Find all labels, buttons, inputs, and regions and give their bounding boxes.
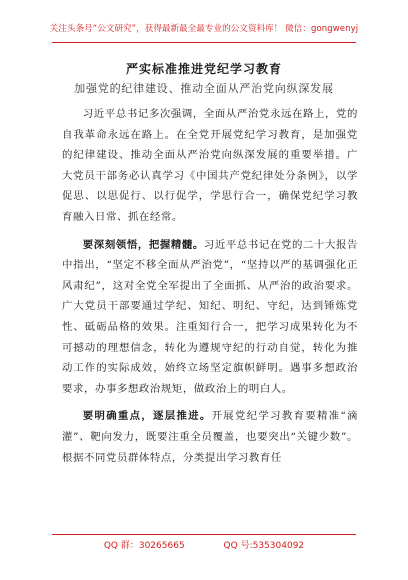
document-subtitle: 加强党的纪律建设、推动全面从严治党向纵深发展 bbox=[74, 82, 334, 95]
header-promo-text: 关注头条号“公文研究”，获得最新最全最专业的公文资料库！ 微信：gongwenyj bbox=[49, 24, 359, 34]
paragraph-2 bbox=[62, 235, 358, 400]
paragraph-1-text: 习近平总书记多次强调，全面从严治党永远在路上，党的自我革命永远在路上。在全党开展党纪学习教育，是加强党的纪律建设、推动全面从严治党向纵深发展的重要举措。广大党员干部务必认真学习《中国共产党纪律处分条例》，以学促思、以思促行、以行促学，学思行合一，确保党纪学习教育融入日常、抓在经常。 bbox=[62, 108, 358, 223]
paragraph-3 bbox=[62, 406, 358, 468]
footer-qq-group: QQ 群：30265665 bbox=[103, 541, 185, 551]
document-body bbox=[62, 104, 358, 475]
paragraph-3-lead: 要明确重点，逐层推进。 bbox=[82, 410, 212, 423]
footer-divider bbox=[52, 534, 356, 535]
footer-qq-number: QQ 号:535304092 bbox=[223, 541, 305, 551]
paragraph-3-text: 开展党纪学习教育要精准“滴灌”、靶向发力，既要注重全员覆盖，也要突出“关键少数”。根据不同党员群体特点，分类提出学习教育任 bbox=[62, 410, 358, 464]
paragraph-1 bbox=[62, 104, 358, 228]
header-divider bbox=[52, 42, 356, 43]
document-title: 严实标准推进党纪学习教育 bbox=[125, 62, 282, 76]
paragraph-2-text: 习近平总书记在党的二十大报告中指出，“坚定不移全面从严治党”，“坚持以严的基调强化正风肃纪”，这对全党全军提出了全面抓、从严治的政治要求。广大党员干部要通过学纪、知纪、明纪、守纪，达到锤炼党性、砥砺品格的效果。注重知行合一，把学习成果转化为不可撼动的理想信念，转化为遵规守纪的行动自觉，转化为推动工作的实际成效，始终立场坚定旗帜鲜明。遇事多想政治要求，办事多想政治规矩，做政治上的明白人。 bbox=[62, 238, 358, 395]
paragraph-2-lead: 要深刻领悟，把握精髓。 bbox=[82, 238, 204, 251]
footer-contact bbox=[0, 538, 408, 551]
